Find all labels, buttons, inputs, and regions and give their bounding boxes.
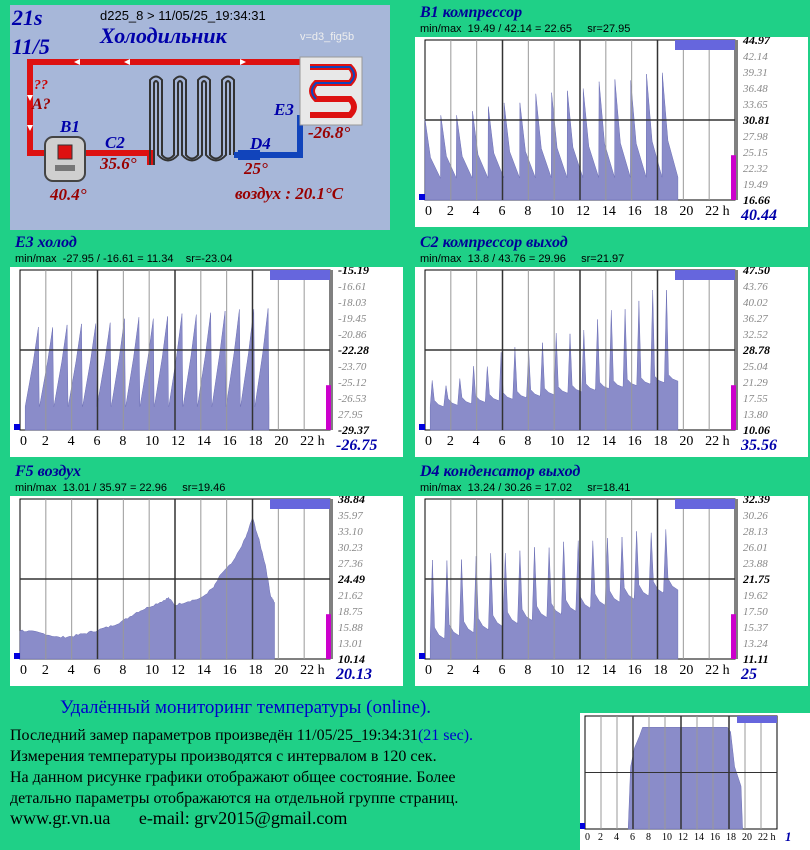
x-tick-label: 20 [274,434,289,449]
footer-line1-ago: (21 sec). [417,727,474,744]
x-tick-label: 12 [171,434,185,449]
chart-d4-title: D4 конденсатор выход [420,463,581,480]
x-tick-label: 16 [710,832,720,843]
y-tick-label: -15.19 [338,267,369,277]
current-value: 25 [741,666,757,683]
y-tick-label: 15.37 [743,622,768,634]
y-tick-label: 28.13 [743,526,768,538]
e3-label: E3 [274,100,294,119]
current-value: 40.44 [741,207,777,224]
y-tick-label: 33.10 [338,526,363,538]
x-tick-label: 8 [524,434,532,449]
y-tick-label: 21.62 [338,590,363,602]
y-tick-label: 19.49 [743,179,768,191]
range-indicator [270,270,330,280]
y-tick-label: 30.26 [743,510,768,522]
x-tick-label: 10 [145,663,160,678]
y-tick-label: 23.88 [743,558,768,570]
x-tick-label: 10 [145,434,160,449]
y-tick-label: -29.37 [338,423,369,437]
current-level-bar [731,155,736,200]
y-tick-label: 25.04 [743,361,768,373]
current-level-bar [326,614,331,659]
x-tick-label: 14 [601,434,616,449]
x-tick-label: 18 [248,663,263,678]
x-tick-label: 18 [653,434,668,449]
y-tick-label: 11.11 [743,652,769,666]
current-marker [14,424,20,430]
footer-line4: детально параметры отображаются на отдельной группе страниц. [10,790,459,807]
series-area [628,727,742,829]
b1-label: B1 [60,117,80,136]
y-tick-label: 28.78 [743,343,770,357]
x-tick-label: 18 [248,434,263,449]
current-marker [580,823,585,829]
chart-f5-stats: min/max 13.01 / 35.97 = 22.96 sr=19.46 [15,482,226,494]
current-value: 1 [785,829,792,844]
y-tick-label: -18.03 [338,297,367,309]
chart-e3 [10,267,403,457]
y-tick-label: 40.02 [743,297,768,309]
device-line: d225_8 > 11/05/25_19:34:31 [100,8,266,23]
c2-label: C2 [105,133,125,152]
x-tick-label: 8 [646,832,651,843]
chart-e3-stats: min/max -27.95 / -16.61 = 11.34 sr=-23.04 [15,253,233,265]
footer-line2: Измерения температуры производятся с интервалом в 120 сек. [10,748,437,765]
x-tick-label: 12 [678,832,688,843]
current-value: 20.13 [336,666,372,683]
chart-c2-stats: min/max 13.8 / 43.76 = 29.96 sr=21.97 [420,253,625,265]
x-tick-label: 22 h [300,663,325,678]
footer-line1-time: 11/05/25_19:34:31 [296,727,418,744]
d4-value: 25° [244,159,268,178]
y-tick-label: 44.97 [743,37,770,47]
footer-contacts [10,808,347,829]
current-marker [419,653,425,659]
footer-line1 [10,725,580,746]
range-indicator [737,716,777,723]
refrigerator-schematic [10,5,390,230]
a-label: A? [32,96,51,113]
compressor-icon [45,137,85,181]
y-tick-label: 16.66 [743,193,770,207]
range-indicator [675,270,735,280]
x-tick-label: 6 [498,663,506,678]
x-tick-label: 16 [627,663,642,678]
chart-c2-title: C2 компрессор выход [420,234,568,251]
x-tick-label: 2 [598,832,603,843]
y-tick-label: -22.28 [338,343,369,357]
x-tick-label: 8 [524,663,532,678]
x-tick-label: 16 [222,434,237,449]
y-tick-label: -20.86 [338,329,367,341]
x-tick-label: 14 [601,663,616,678]
email-link[interactable]: e-mail: grv2015@gmail.com [138,808,348,828]
chart-mini [580,713,810,850]
y-tick-label: 24.49 [338,572,365,586]
chart-c2 [415,267,808,457]
x-tick-label: 0 [20,434,27,449]
x-tick-label: 20 [742,832,752,843]
x-tick-label: 14 [196,434,211,449]
x-tick-label: 10 [550,434,565,449]
x-tick-label: 0 [425,204,432,219]
y-tick-label: 36.27 [743,313,768,325]
current-level-bar [326,385,331,430]
x-tick-label: 12 [576,434,590,449]
x-tick-label: 20 [679,663,694,678]
chart-f5 [10,496,403,686]
x-tick-label: 0 [425,434,432,449]
y-tick-label: 21.29 [743,377,768,389]
x-tick-label: 4 [472,434,480,449]
chart-b1-stats: min/max 19.49 / 42.14 = 22.65 sr=27.95 [420,23,631,35]
current-value: 35.56 [741,437,777,454]
x-tick-label: 18 [653,204,668,219]
y-tick-label: 26.01 [743,542,768,554]
x-tick-label: 22 h [705,204,730,219]
y-tick-label: 39.31 [743,67,768,79]
x-tick-label: 4 [67,434,75,449]
y-tick-label: 27.98 [743,131,768,143]
x-tick-label: 4 [614,832,619,843]
x-tick-label: 22 h [705,663,730,678]
y-tick-label: 32.52 [743,329,768,341]
x-tick-label: 4 [472,204,480,219]
footer-line3: На данном рисунке графики отображают общее состояние. Более [10,769,456,786]
site-link[interactable]: www.gr.vn.ua [10,808,111,828]
range-indicator [675,40,735,50]
diagram-title: Холодильник [100,23,227,48]
e3-value: -26.8° [308,123,351,142]
x-tick-label: 16 [627,204,642,219]
y-tick-label: 30.23 [338,542,363,554]
y-tick-label: 21.75 [743,572,770,586]
x-tick-label: 8 [524,204,532,219]
y-tick-label: 15.88 [338,622,363,634]
air-temperature: воздух : 20.1°C [235,184,344,203]
x-tick-label: 22 h [758,832,776,843]
x-tick-label: 12 [576,204,590,219]
x-tick-label: 2 [446,434,454,449]
x-tick-label: 4 [472,663,480,678]
x-tick-label: 0 [425,663,432,678]
y-tick-label: 30.81 [743,113,770,127]
version-label: v=d3_fig5b [300,31,355,43]
y-tick-label: 13.24 [743,638,768,650]
chart-d4-stats: min/max 13.24 / 30.26 = 17.02 sr=18.41 [420,482,631,494]
x-tick-label: 0 [585,832,590,843]
x-tick-label: 8 [119,434,127,449]
y-tick-label: 38.84 [338,496,365,506]
y-tick-label: -23.70 [338,361,367,373]
chart-b1 [415,37,808,227]
date-short: 11/5 [12,34,50,59]
y-tick-label: 13.80 [743,409,768,421]
unknown-label: ?? [34,78,48,93]
x-tick-label: 2 [41,434,49,449]
y-tick-label: -25.12 [338,377,367,389]
y-tick-label: 42.14 [743,51,768,63]
y-tick-label: 13.01 [338,638,363,650]
x-tick-label: 14 [601,204,616,219]
chart-f5-title: F5 воздух [15,463,82,480]
y-tick-label: 43.76 [743,281,768,293]
y-tick-label: 27.95 [338,409,363,421]
x-tick-label: 22 h [300,434,325,449]
x-tick-label: 4 [67,663,75,678]
current-marker [14,653,20,659]
x-tick-label: 18 [726,832,736,843]
footer-text [10,725,580,809]
x-tick-label: 18 [653,663,668,678]
x-tick-label: 14 [196,663,211,678]
x-tick-label: 6 [498,434,506,449]
b1-value: 40.4° [50,185,87,204]
y-tick-label: 27.36 [338,558,363,570]
x-tick-label: 6 [630,832,635,843]
y-tick-label: 17.50 [743,606,768,618]
x-tick-label: 2 [41,663,49,678]
current-level-bar [731,385,736,430]
x-tick-label: 22 h [705,434,730,449]
time-ago: 21s [12,5,43,30]
y-tick-label: 10.06 [743,423,770,437]
condenser-coil [150,77,234,166]
chart-d4 [415,496,808,686]
x-tick-label: 10 [550,204,565,219]
y-tick-label: 25.15 [743,147,768,159]
x-tick-label: 14 [694,832,704,843]
y-tick-label: 17.55 [743,393,768,405]
y-tick-label: 47.50 [743,267,770,277]
chart-b1-title: B1 компрессор [420,4,523,21]
y-tick-label: 32.39 [743,496,770,506]
x-tick-label: 20 [679,204,694,219]
x-tick-label: 8 [119,663,127,678]
footer-heading: Удалённый мониторинг температуры (online). [60,697,432,718]
x-tick-label: 12 [576,663,590,678]
y-tick-label: 18.75 [338,606,363,618]
y-tick-label: -26.53 [338,393,367,405]
x-tick-label: 12 [171,663,185,678]
c2-value: 35.6° [100,154,137,173]
range-indicator [270,499,330,509]
x-tick-label: 10 [550,663,565,678]
x-tick-label: 20 [274,663,289,678]
current-marker [419,194,425,200]
x-tick-label: 16 [627,434,642,449]
range-indicator [675,499,735,509]
x-tick-label: 20 [679,434,694,449]
x-tick-label: 6 [498,204,506,219]
y-tick-label: 10.14 [338,652,365,666]
x-tick-label: 16 [222,663,237,678]
y-tick-label: 19.62 [743,590,768,602]
x-tick-label: 2 [446,663,454,678]
schematic-svg [10,5,390,230]
x-tick-label: 6 [93,663,101,678]
footer-line1-prefix: Последний замер параметров произведён [10,727,297,744]
x-tick-label: 0 [20,663,27,678]
y-tick-label: 35.97 [338,510,363,522]
chart-e3-title: E3 холод [15,234,77,251]
y-tick-label: 22.32 [743,163,768,175]
d4-label: D4 [250,134,271,153]
current-value: -26.75 [336,437,378,454]
x-tick-label: 2 [446,204,454,219]
x-tick-label: 10 [662,832,672,843]
y-tick-label: -19.45 [338,313,367,325]
y-tick-label: 33.65 [743,99,768,111]
x-tick-label: 6 [93,434,101,449]
current-marker [419,424,425,430]
current-level-bar [731,614,736,659]
y-tick-label: 36.48 [743,83,768,95]
y-tick-label: -16.61 [338,281,367,293]
